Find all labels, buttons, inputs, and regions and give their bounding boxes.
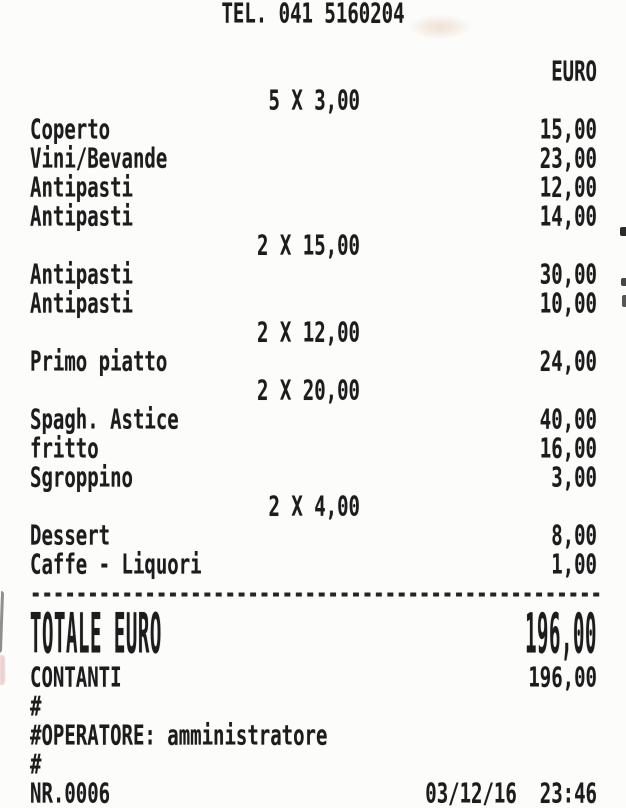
total-label: TOTALE EURO	[30, 603, 162, 667]
payment-method: CONTANTI	[30, 661, 122, 694]
item-amount: 1,00	[551, 548, 597, 581]
quantity-text: 2 X 20,00	[257, 374, 360, 407]
item-name: fritto	[30, 432, 99, 465]
footer-row	[0, 773, 626, 808]
separator-line: --------------------------------------------------	[30, 577, 602, 610]
date: 03/12/16	[425, 777, 517, 808]
item-amount: 23,00	[539, 142, 597, 175]
item-name: Antipasti	[30, 258, 133, 291]
scan-edge-mark	[620, 227, 626, 236]
operator-line: #OPERATORE: amministratore	[30, 719, 328, 752]
item-amount: 14,00	[539, 200, 597, 233]
item-name: Sgroppino	[30, 461, 133, 494]
item-amount: 30,00	[539, 258, 597, 291]
item-name: Caffe - Liquori	[30, 548, 202, 581]
item-name: Spagh. Astice	[30, 403, 179, 436]
item-name: Coperto	[30, 113, 111, 146]
receipt-number: NR.0006	[30, 777, 111, 808]
phone-number: TEL. 041 5160204	[221, 0, 405, 30]
total-amount: 196,00	[525, 603, 597, 667]
item-name: Vini/Bevande	[30, 142, 168, 175]
scan-edge-mark	[622, 295, 626, 307]
scan-edge-mark	[621, 278, 626, 286]
hash-line: #	[30, 690, 42, 723]
time: 23:46	[539, 777, 597, 808]
item-amount: 16,00	[539, 432, 597, 465]
item-name: Primo piatto	[30, 345, 168, 378]
item-amount: 12,00	[539, 171, 597, 204]
item-amount: 10,00	[539, 287, 597, 320]
item-name: Antipasti	[30, 200, 133, 233]
quantity-text: 5 X 3,00	[268, 84, 360, 117]
quantity-text: 2 X 15,00	[257, 229, 360, 262]
scan-edge-mark	[0, 655, 5, 685]
currency-header: EURO	[551, 55, 597, 88]
quantity-text: 2 X 12,00	[257, 316, 360, 349]
item-amount: 3,00	[551, 461, 597, 494]
hash-line: #	[30, 748, 42, 781]
datetime	[425, 773, 597, 808]
item-amount: 15,00	[539, 113, 597, 146]
item-amount: 40,00	[539, 403, 597, 436]
item-name: Antipasti	[30, 171, 133, 204]
item-name: Antipasti	[30, 287, 133, 320]
payment-amount: 196,00	[528, 661, 597, 694]
quantity-text: 2 X 4,00	[268, 490, 360, 523]
item-name: Dessert	[30, 519, 111, 552]
item-amount: 8,00	[551, 519, 597, 552]
item-amount: 24,00	[539, 345, 597, 378]
